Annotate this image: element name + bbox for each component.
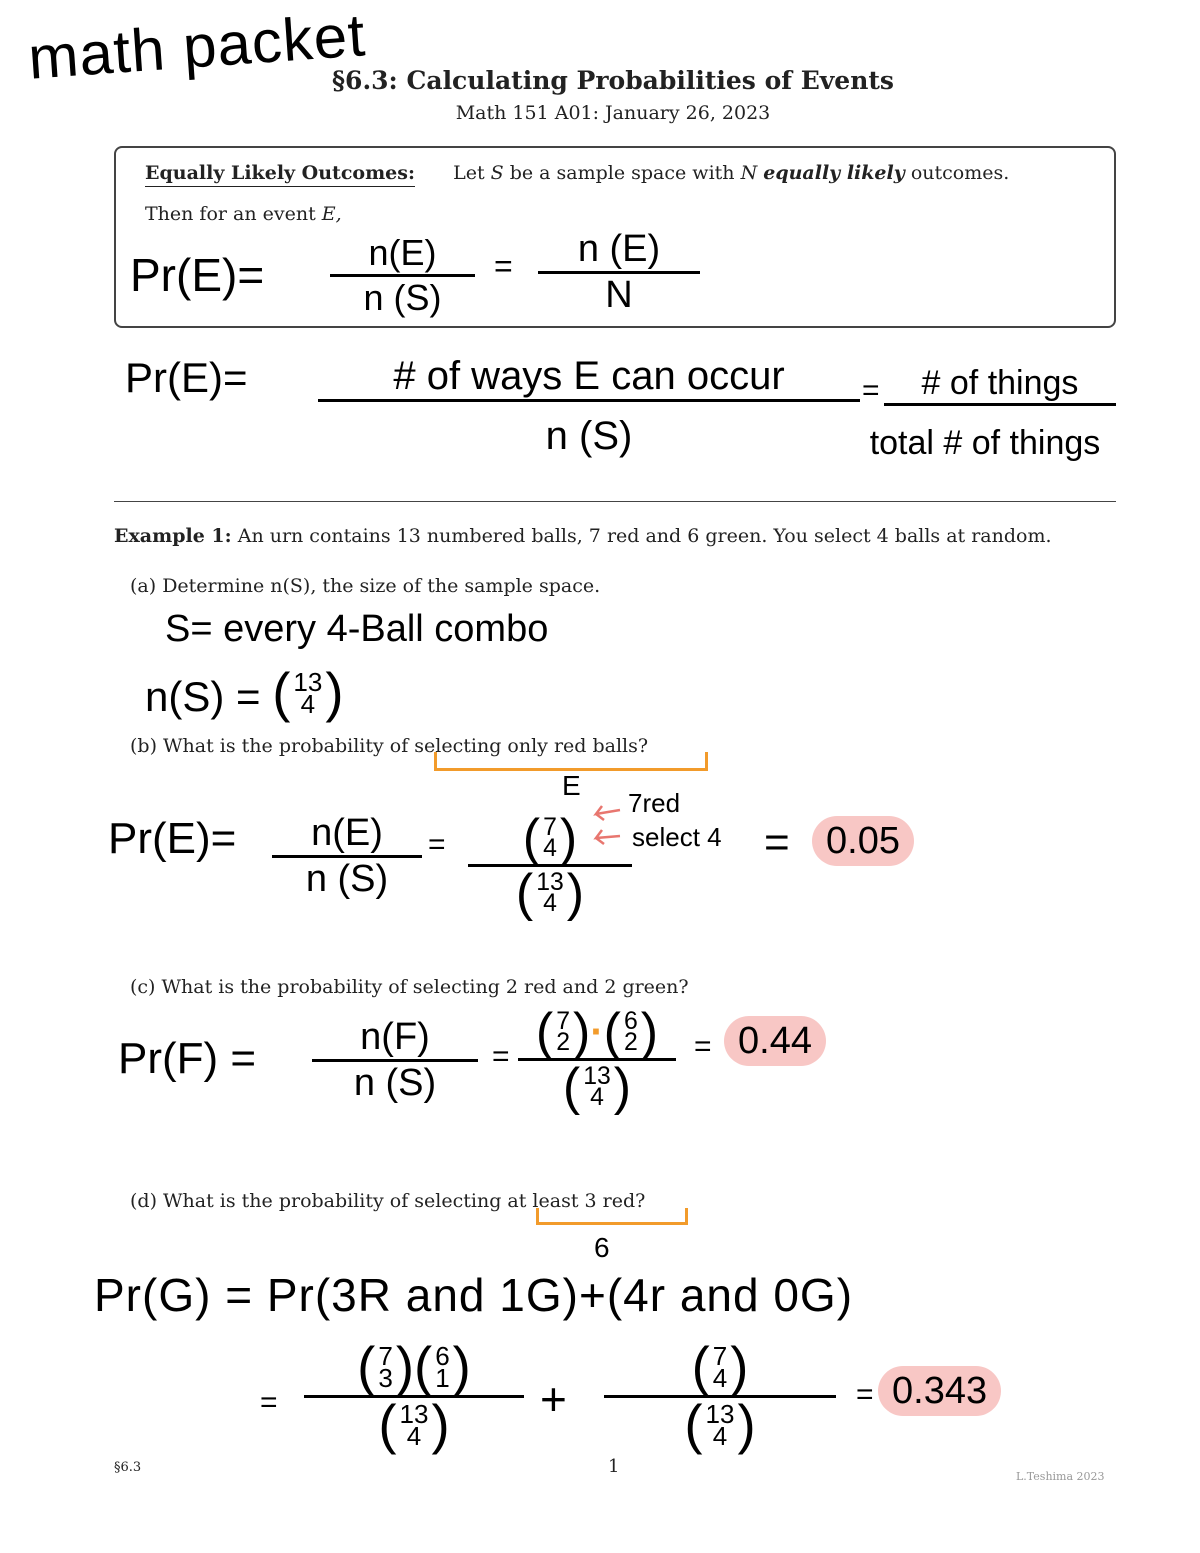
footer-section: §6.3 bbox=[114, 1460, 142, 1475]
d-fraction-2 bbox=[604, 1336, 836, 1455]
d-equals-2: = bbox=[856, 1378, 874, 1411]
example-statement bbox=[114, 525, 1052, 547]
definition-text2: be a sample space with bbox=[509, 162, 735, 184]
work-a-line1: S= every 4-Ball combo bbox=[165, 608, 549, 650]
bracket-d bbox=[536, 1208, 688, 1225]
binom-c-den-top: 13 bbox=[583, 1062, 611, 1090]
example-text: An urn contains 13 numbered balls, 7 red and 6 green. You select 4 balls at random. bbox=[237, 525, 1052, 547]
answer-b: 0.05 bbox=[812, 816, 914, 866]
binom-13-4-d1: ( 13 4 ) bbox=[378, 1393, 450, 1455]
def-frac2-den: N bbox=[605, 274, 633, 316]
binom-d-den1-bot: 4 bbox=[406, 1420, 422, 1451]
var-E: E, bbox=[321, 203, 342, 225]
binom-13-4-d2: ( 13 4 ) bbox=[684, 1393, 756, 1455]
question-c: (c) What is the probability of selecting 2 red and 2 green? bbox=[130, 976, 689, 998]
page-subtitle: Math 151 A01: January 26, 2023 bbox=[455, 102, 771, 124]
d-equals-prefix: = bbox=[260, 1386, 278, 1419]
binom-d1-top: 7 bbox=[378, 1341, 393, 1372]
note-lhs: Pr(E)= bbox=[125, 354, 248, 401]
note-frac2-den: total # of things bbox=[869, 424, 1101, 462]
b-frac1-num: n(E) bbox=[311, 812, 383, 854]
binom-c1-bot: 2 bbox=[556, 1029, 570, 1056]
definition-text3: outcomes. bbox=[910, 162, 1010, 184]
definition-emph: equally likely bbox=[763, 162, 905, 184]
c-frac1-num: n(F) bbox=[360, 1016, 430, 1058]
binom-d3-bot: 4 bbox=[712, 1363, 728, 1394]
event-label-d: 6 bbox=[594, 1232, 610, 1263]
d-frac1-num bbox=[357, 1336, 471, 1397]
note-frac2-num: # of things bbox=[921, 364, 1079, 402]
c-equals: = bbox=[492, 1040, 510, 1073]
binom-13-4-b: ( 13 4 ) bbox=[515, 864, 585, 922]
question-a: (a) Determine n(S), the size of the sample space. bbox=[130, 575, 601, 597]
definition-label: Equally Likely Outcomes: bbox=[145, 162, 415, 187]
note-select4: select 4 bbox=[632, 822, 722, 852]
def-fraction-1 bbox=[330, 232, 475, 319]
def-frac1-num: n(E) bbox=[368, 232, 437, 273]
note-equals: = bbox=[862, 374, 880, 407]
binom-13-4-a: ( 13 4 ) bbox=[272, 662, 344, 723]
def-equals: = bbox=[494, 248, 513, 284]
binom-6-2: ( 6 2 ) bbox=[603, 1003, 659, 1061]
binom-b-den-bot: 4 bbox=[543, 890, 557, 917]
d-fraction-1 bbox=[304, 1336, 524, 1455]
answer-c: 0.44 bbox=[724, 1016, 826, 1066]
b-lhs: Pr(E)= bbox=[108, 814, 237, 863]
footer-author: L.Teshima 2023 bbox=[1016, 1470, 1105, 1483]
section-divider bbox=[114, 501, 1116, 502]
c-equals-2: = bbox=[694, 1030, 712, 1063]
binom-7-4: ( 7 4 ) bbox=[522, 809, 578, 867]
binom-b-num-bot: 4 bbox=[543, 835, 557, 862]
b-equals: = bbox=[428, 828, 446, 861]
definition-line2-text: Then for an event bbox=[145, 203, 316, 225]
c-fraction-1 bbox=[312, 1016, 478, 1105]
b-frac1-den: n (S) bbox=[305, 858, 389, 900]
example-label: Example 1: bbox=[114, 525, 232, 547]
binom-c1-top: 7 bbox=[556, 1007, 570, 1035]
event-label-b: E bbox=[562, 770, 581, 801]
binom-d-den2-top: 13 bbox=[705, 1398, 735, 1429]
answer-d: 0.343 bbox=[878, 1366, 1001, 1416]
handwritten-title: math packet bbox=[26, 1, 368, 92]
binom-b-num-top: 7 bbox=[543, 813, 557, 841]
binom-7-2: ( 7 2 ) bbox=[535, 1003, 591, 1061]
binom-d-den2-bot: 4 bbox=[712, 1420, 728, 1451]
work-a-lhs: n(S) = bbox=[145, 673, 261, 720]
bracket-b bbox=[434, 752, 708, 771]
c-frac2-num bbox=[535, 1003, 659, 1061]
binom-d-den1-top: 13 bbox=[399, 1398, 429, 1429]
binom-c-den-bot: 4 bbox=[590, 1084, 604, 1111]
definition-line2 bbox=[145, 203, 342, 225]
var-S: S bbox=[490, 162, 504, 184]
c-frac1-den: n (S) bbox=[353, 1062, 437, 1104]
binom-7-3: ( 7 3 ) bbox=[357, 1336, 414, 1397]
b-fraction-1 bbox=[272, 812, 422, 901]
note-frac1-num: # of ways E can occur bbox=[393, 354, 785, 398]
note-7red: 7red bbox=[628, 788, 681, 818]
binom-c2-top: 6 bbox=[623, 1007, 638, 1035]
binom-d3-top: 7 bbox=[712, 1341, 728, 1372]
b-equals-2: = bbox=[764, 818, 790, 867]
binom-b-den-top: 13 bbox=[536, 868, 564, 896]
c-fraction-2 bbox=[518, 1003, 676, 1116]
binom-13-4-c: ( 13 4 ) bbox=[562, 1058, 632, 1116]
binom-a-bot: 4 bbox=[300, 689, 316, 720]
binom-a-top: 13 bbox=[293, 667, 323, 698]
definition-text1: Let bbox=[453, 162, 485, 184]
question-b: (b) What is the probability of selecting only red balls? bbox=[130, 735, 649, 757]
binom-d1-bot: 3 bbox=[378, 1363, 393, 1394]
binom-7-4-d: ( 7 4 ) bbox=[691, 1336, 749, 1397]
def-frac1-den: n (S) bbox=[363, 277, 442, 318]
c-dot: · bbox=[590, 1009, 604, 1054]
c-lhs: Pr(F) = bbox=[118, 1034, 257, 1083]
work-a-line2 bbox=[145, 662, 344, 723]
note-frac1-den: n (S) bbox=[545, 414, 633, 458]
binom-d2-bot: 1 bbox=[435, 1363, 450, 1394]
def-formula-lhs: Pr(E)= bbox=[130, 249, 265, 301]
footer-page-number: 1 bbox=[608, 1456, 620, 1477]
d-line1: Pr(G) = Pr(3R and 1G)+(4r and 0G) bbox=[94, 1269, 854, 1321]
question-d: (d) What is the probability of selecting at least 3 red? bbox=[130, 1190, 646, 1212]
annotation-arrows bbox=[590, 800, 630, 848]
def-frac2-num: n (E) bbox=[577, 228, 661, 270]
note-fraction-1 bbox=[318, 354, 860, 459]
var-N: N bbox=[740, 162, 758, 184]
binom-6-1: ( 6 1 ) bbox=[414, 1336, 471, 1397]
def-fraction-2 bbox=[538, 228, 700, 317]
d-plus: + bbox=[540, 1373, 567, 1425]
page-title: §6.3: Calculating Probabilities of Events bbox=[331, 66, 895, 95]
definition-line1 bbox=[145, 162, 1009, 184]
note-fraction-2 bbox=[869, 364, 1116, 463]
binom-d2-top: 6 bbox=[435, 1341, 450, 1372]
binom-c2-bot: 2 bbox=[623, 1029, 638, 1056]
